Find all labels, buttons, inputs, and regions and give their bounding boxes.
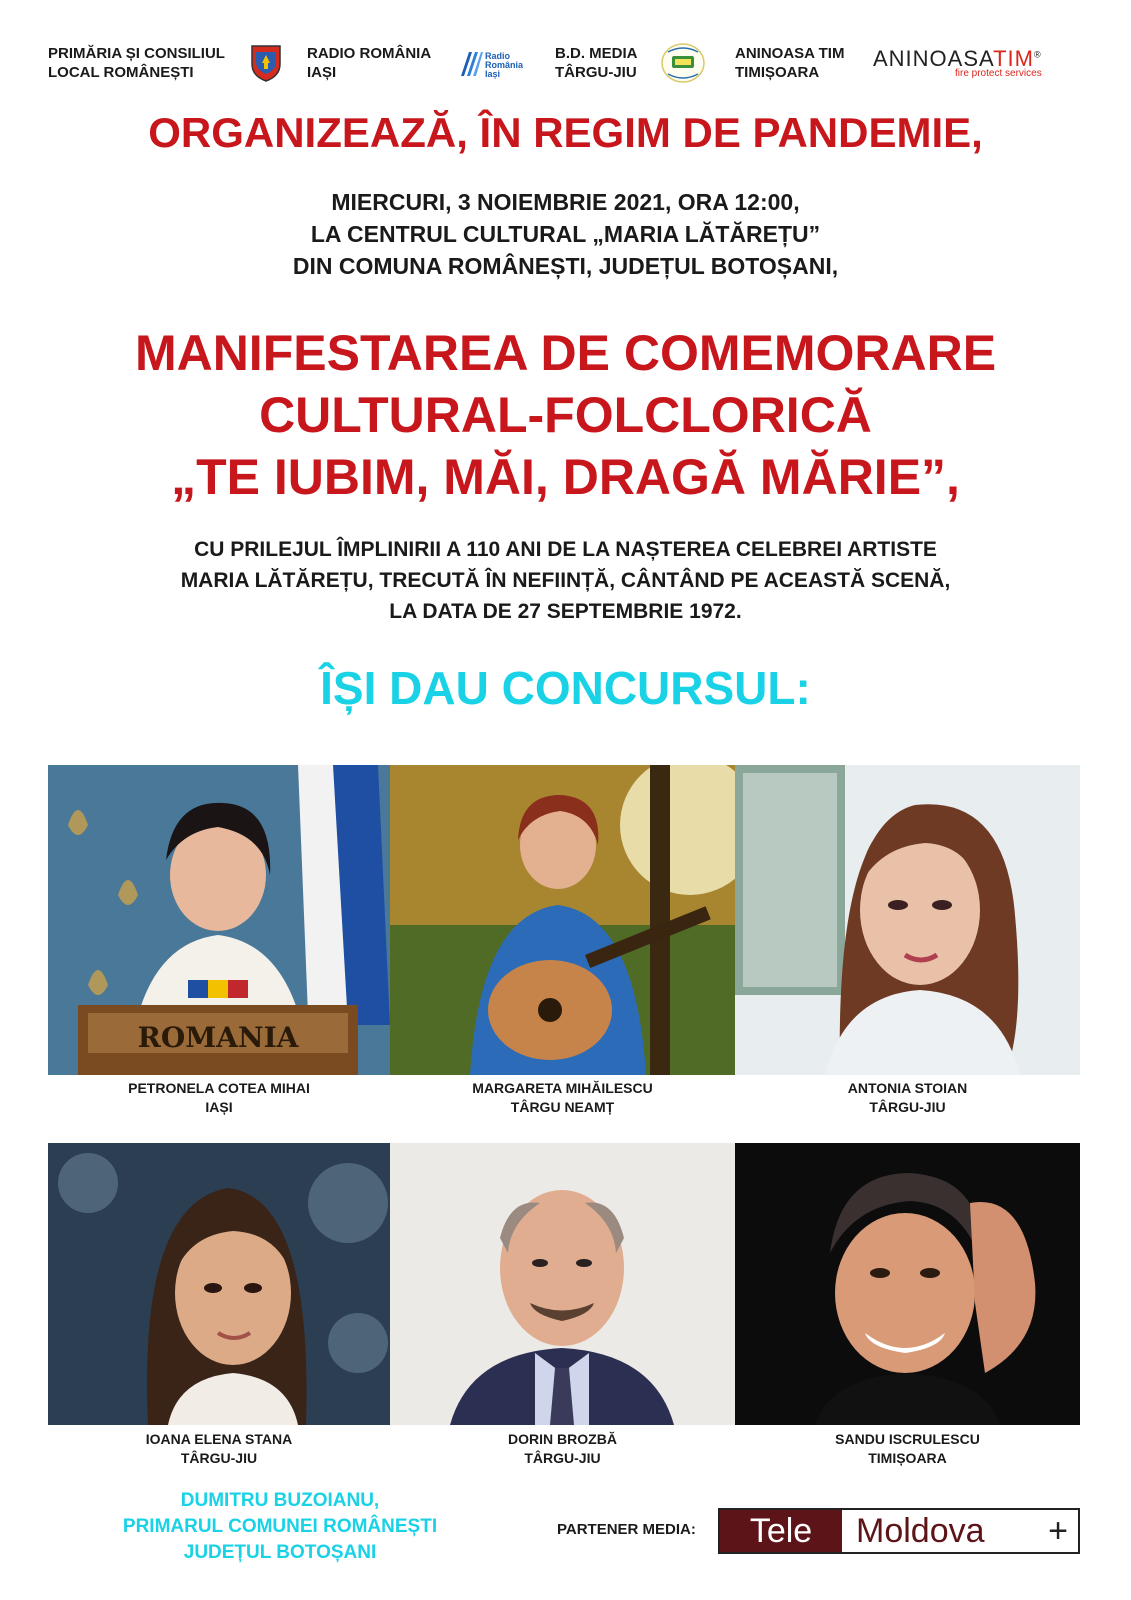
headline: ORGANIZEAZĂ, ÎN REGIM DE PANDEMIE,	[148, 109, 983, 156]
photo-antonia	[735, 765, 1080, 1075]
performer-city: TÂRGU NEAMȚ	[510, 1099, 615, 1115]
performer-city: TÂRGU-JIU	[869, 1099, 946, 1115]
radio-logo-text: România	[485, 60, 524, 70]
mayor-block	[60, 1488, 500, 1566]
photo-petronela	[48, 765, 390, 1075]
aninoasa-tim-logo	[873, 46, 1083, 86]
title-line: CULTURAL-FOLCLORICĂ	[259, 387, 872, 443]
performer-city: TÂRGU-JIU	[524, 1450, 601, 1466]
sponsor-line: ANINOASA TIM	[735, 45, 845, 62]
podium-sign: ROMANIA	[137, 1021, 299, 1054]
caption-petronela	[48, 1079, 390, 1117]
title-line: MANIFESTAREA DE COMEMORARE	[134, 325, 997, 381]
radio-logo-text: Radio	[485, 51, 511, 61]
performer-name: IOANA ELENA STANA	[145, 1431, 293, 1447]
radio-logo-text: Iași	[485, 69, 501, 79]
sponsor-line: B.D. MEDIA	[555, 45, 638, 62]
occasion-line: MARIA LĂTĂREȚU, TRECUTĂ ÎN NEFIINȚĂ, CÂNTÂND PE ACEASTĂ SCENĂ,	[180, 569, 951, 592]
occasion-line: LA DATA DE 27 SEPTEMBRIE 1972.	[389, 600, 742, 623]
moldova-logo-text: Moldova	[856, 1512, 985, 1550]
registered-mark: ®	[1033, 49, 1042, 60]
performer-name: MARGARETA MIHĂILESCU	[472, 1080, 653, 1096]
performer-name: ANTONIA STOIAN	[847, 1080, 968, 1096]
event-title	[0, 322, 1131, 508]
caption-margareta	[390, 1079, 735, 1117]
coat-of-arms-icon	[250, 44, 282, 87]
performer-city: IAȘI	[205, 1099, 233, 1115]
tele-moldova-logo	[718, 1508, 1080, 1554]
sponsor-line: LOCAL ROMÂNEȘTI	[48, 64, 194, 81]
sponsor-aninoasa	[735, 44, 844, 82]
radio-romania-logo	[459, 50, 534, 80]
photo-sandu	[735, 1143, 1080, 1425]
occasion-line: CU PRILEJUL ÎMPLINIRII A 110 ANI DE LA NAȘTEREA CELEBREI ARTISTE	[194, 538, 937, 561]
sponsor-bdmedia	[555, 44, 638, 82]
photo-ioana	[48, 1143, 390, 1425]
performer-city: TIMIȘOARA	[868, 1450, 947, 1466]
sponsor-radio	[307, 44, 431, 82]
mayor-county: JUDEȚUL BOTOȘANI	[183, 1542, 377, 1563]
plus-icon: +	[1048, 1512, 1068, 1550]
mayor-name: DUMITRU BUZOIANU,	[180, 1490, 380, 1511]
aninoasa-logo-subtitle: fire protect services	[955, 68, 1042, 79]
caption-ioana	[48, 1430, 390, 1468]
sponsor-line: TIMIȘOARA	[735, 64, 820, 81]
moldova-logo-area	[842, 1510, 1078, 1552]
sponsor-primaria	[48, 44, 225, 82]
caption-antonia	[735, 1079, 1080, 1117]
sponsor-line: PRIMĂRIA ȘI CONSILIUL	[48, 45, 225, 62]
photo-dorin	[390, 1143, 735, 1425]
performer-name: SANDU ISCRULESCU	[835, 1431, 980, 1447]
performer-city: TÂRGU-JIU	[180, 1450, 258, 1466]
title-line: „TE IUBIM, MĂI, DRAGĂ MĂRIE”,	[171, 449, 960, 505]
bd-media-logo-icon	[660, 42, 706, 89]
sponsors-row	[48, 42, 1088, 92]
mayor-title: PRIMARUL COMUNEI ROMÂNEȘTI	[122, 1516, 438, 1537]
performer-name: PETRONELA COTEA MIHAI	[128, 1080, 310, 1096]
performer-name: DORIN BROZBĂ	[508, 1431, 617, 1447]
sponsor-line: RADIO ROMÂNIA	[307, 45, 432, 62]
sponsor-line: TÂRGU-JIU	[555, 64, 637, 81]
occasion-text	[0, 534, 1131, 627]
event-venue: LA CENTRUL CULTURAL „MARIA LĂTĂREȚU”	[310, 221, 821, 247]
photo-margareta	[390, 765, 735, 1075]
sponsor-line: IAȘI	[307, 64, 337, 81]
event-date: MIERCURI, 3 NOIEMBRIE 2021, ORA 12:00,	[331, 189, 800, 215]
media-partner-label: PARTENER MEDIA:	[557, 1521, 696, 1538]
tele-logo-text: Tele	[720, 1510, 842, 1552]
event-details	[0, 186, 1131, 282]
event-location: DIN COMUNA ROMÂNEȘTI, JUDEȚUL BOTOȘANI,	[292, 253, 839, 279]
caption-dorin	[390, 1430, 735, 1468]
aninoasa-logo-text: ANINOASA	[873, 46, 994, 71]
concurs-heading: ÎȘI DAU CONCURSUL:	[320, 662, 811, 714]
aninoasa-logo-tim: TIM	[993, 46, 1034, 71]
caption-sandu	[735, 1430, 1080, 1468]
